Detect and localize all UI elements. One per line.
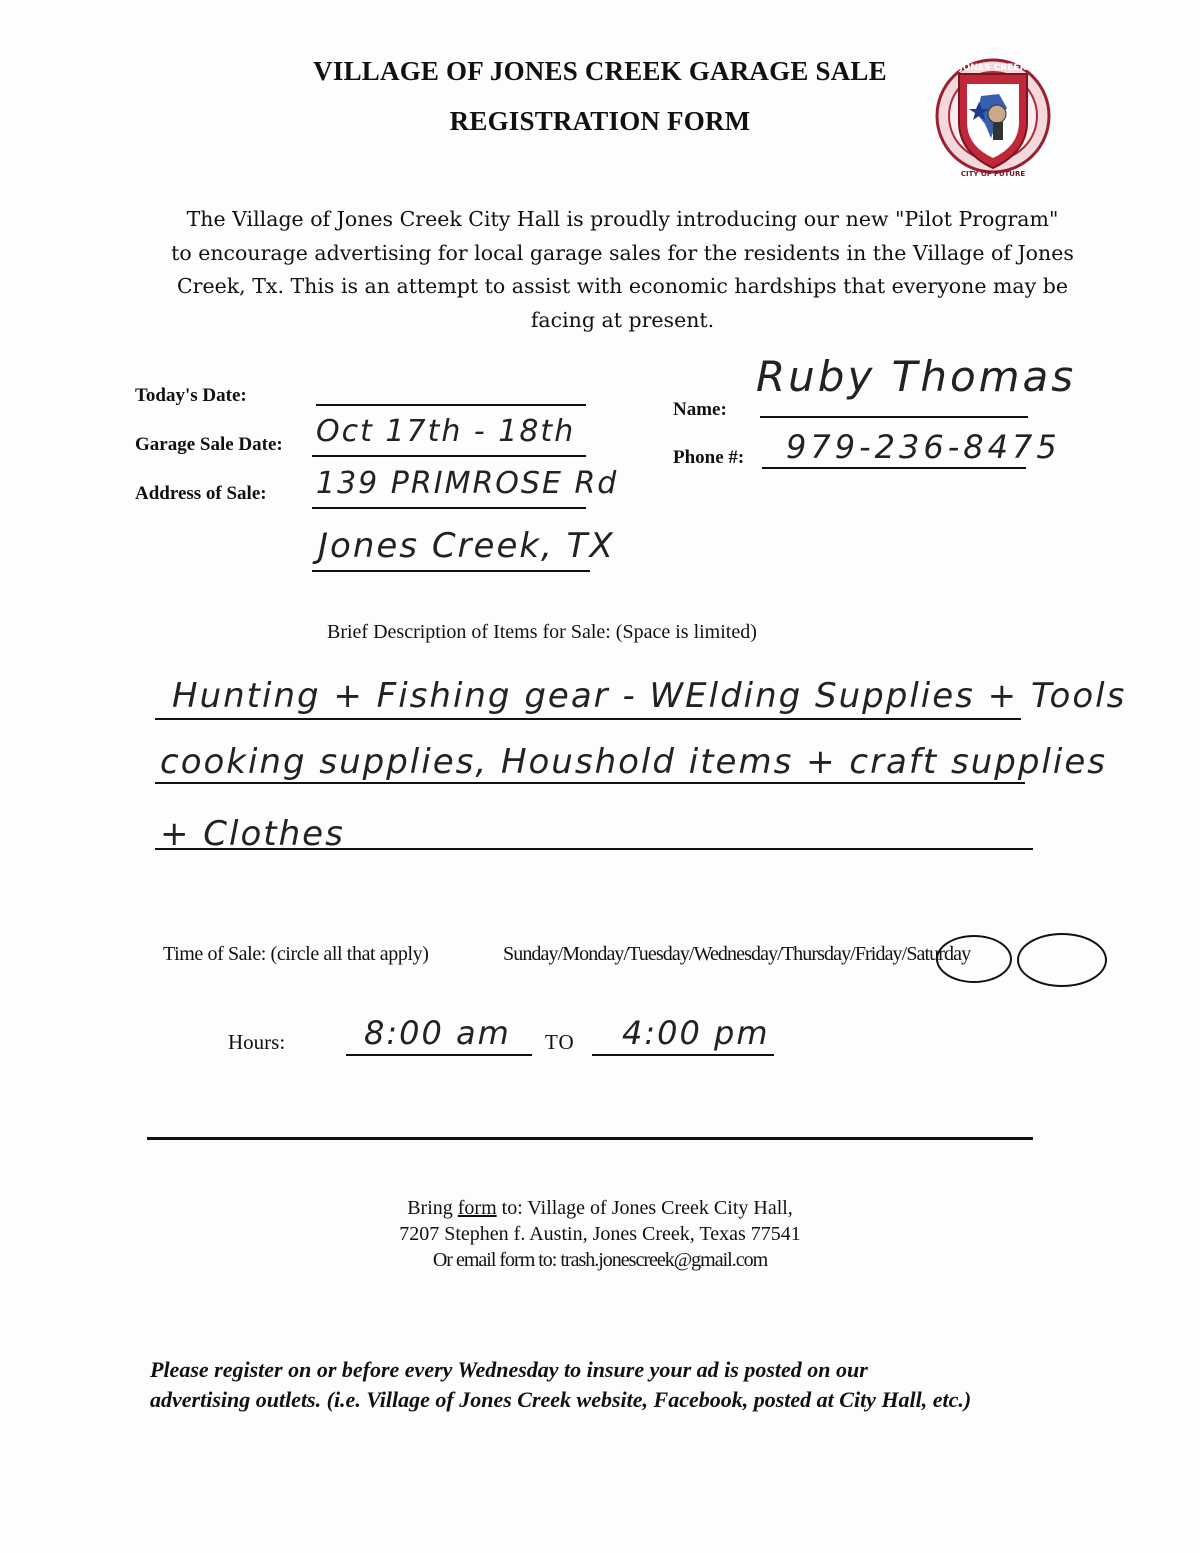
bring-prefix: Bring: [407, 1197, 458, 1219]
form-title-line2: REGISTRATION FORM: [449, 106, 751, 136]
description-value-line3: + Clothes: [160, 814, 345, 854]
description-field-line1[interactable]: [155, 718, 1021, 720]
seal-bottom-text: CITY OF FUTURE: [960, 170, 1026, 178]
email-instructions: Or email form to: trash.jonescreek@gmail.com: [432, 1249, 768, 1271]
day-options: [503, 943, 970, 966]
saturday-circle-mark: [1017, 933, 1107, 987]
intro-paragraph: [150, 203, 1095, 337]
address-label: Address of Sale:: [135, 483, 267, 504]
phone-field[interactable]: [762, 467, 1026, 469]
day-options-sunday-thursday[interactable]: Sunday/Monday/Tuesday/Wednesday/Thursday/: [503, 943, 855, 965]
hours-to-field[interactable]: [592, 1054, 774, 1056]
time-of-sale-label: Time of Sale: (circle all that apply): [163, 943, 429, 965]
intro-line: The Village of Jones Creek City Hall is proudly introducing our new "Pilot Program": [186, 207, 1059, 231]
todays-date-label: Today's Date:: [135, 385, 247, 406]
address-value-line1: 139 PRIMROSE Rd: [316, 466, 619, 501]
bring-form-word: form: [457, 1197, 497, 1219]
description-value-line2: cooking supplies, Houshold items + craft supplies: [160, 742, 1107, 782]
note-line: advertising outlets. (i.e. Village of Jones Creek website, Facebook, posted at City Hall, etc.): [150, 1387, 972, 1412]
intro-line: facing at present.: [530, 307, 715, 332]
garage-sale-date-field[interactable]: [312, 455, 586, 457]
day-option-friday[interactable]: Friday: [854, 943, 902, 965]
garage-sale-date-value: Oct 17th - 18th: [316, 414, 576, 449]
name-label: Name:: [673, 399, 727, 420]
phone-label: Phone #:: [673, 447, 745, 468]
todays-date-field[interactable]: [316, 404, 586, 406]
hours-to-value: 4:00 pm: [622, 1014, 770, 1052]
hours-from-value: 8:00 am: [364, 1014, 511, 1052]
note-line: Please register on or before every Wednesday to insure your ad is posted on our: [150, 1357, 868, 1382]
description-label: Brief Description of Items for Sale: (Space is limited): [327, 621, 757, 643]
jones-creek-seal-logo: [935, 52, 1051, 180]
hours-label: Hours:: [228, 1030, 286, 1054]
friday-circle-mark: [936, 935, 1012, 983]
name-value: Ruby Thomas: [756, 352, 1077, 401]
address-field-line1[interactable]: [312, 507, 586, 509]
intro-line: to encourage advertising for local garage sales for the residents in the Village of Jones: [171, 240, 1074, 265]
section-divider: [147, 1137, 1033, 1140]
form-title-line1: VILLAGE OF JONES CREEK GARAGE SALE: [313, 56, 887, 86]
day-separator: /: [901, 943, 907, 965]
address-field-line2[interactable]: [312, 570, 590, 572]
description-value-line1: Hunting + Fishing gear - WElding Supplies + Tools: [172, 676, 1127, 716]
name-field[interactable]: [760, 416, 1028, 418]
registration-deadline-note: [150, 1355, 1100, 1415]
phone-value: 979-236-8475: [786, 428, 1061, 466]
bring-suffix: to: Village of Jones Creek City Hall,: [496, 1197, 793, 1219]
address-value-line2: Jones Creek, TX: [318, 526, 615, 566]
hours-to-label: TO: [545, 1030, 575, 1054]
bring-form-line1: [0, 1195, 1200, 1221]
seal-top-text: JONES CREEK: [959, 63, 1027, 73]
city-hall-address: 7207 Stephen f. Austin, Jones Creek, Texas 77541: [399, 1223, 801, 1245]
intro-line: Creek, Tx. This is an attempt to assist with economic hardships that everyone may be: [177, 274, 1068, 298]
day-option-saturday[interactable]: Saturday: [906, 943, 971, 965]
description-field-line2[interactable]: [155, 782, 1025, 784]
hours-from-field[interactable]: [346, 1054, 532, 1056]
garage-sale-date-label: Garage Sale Date:: [135, 434, 283, 455]
